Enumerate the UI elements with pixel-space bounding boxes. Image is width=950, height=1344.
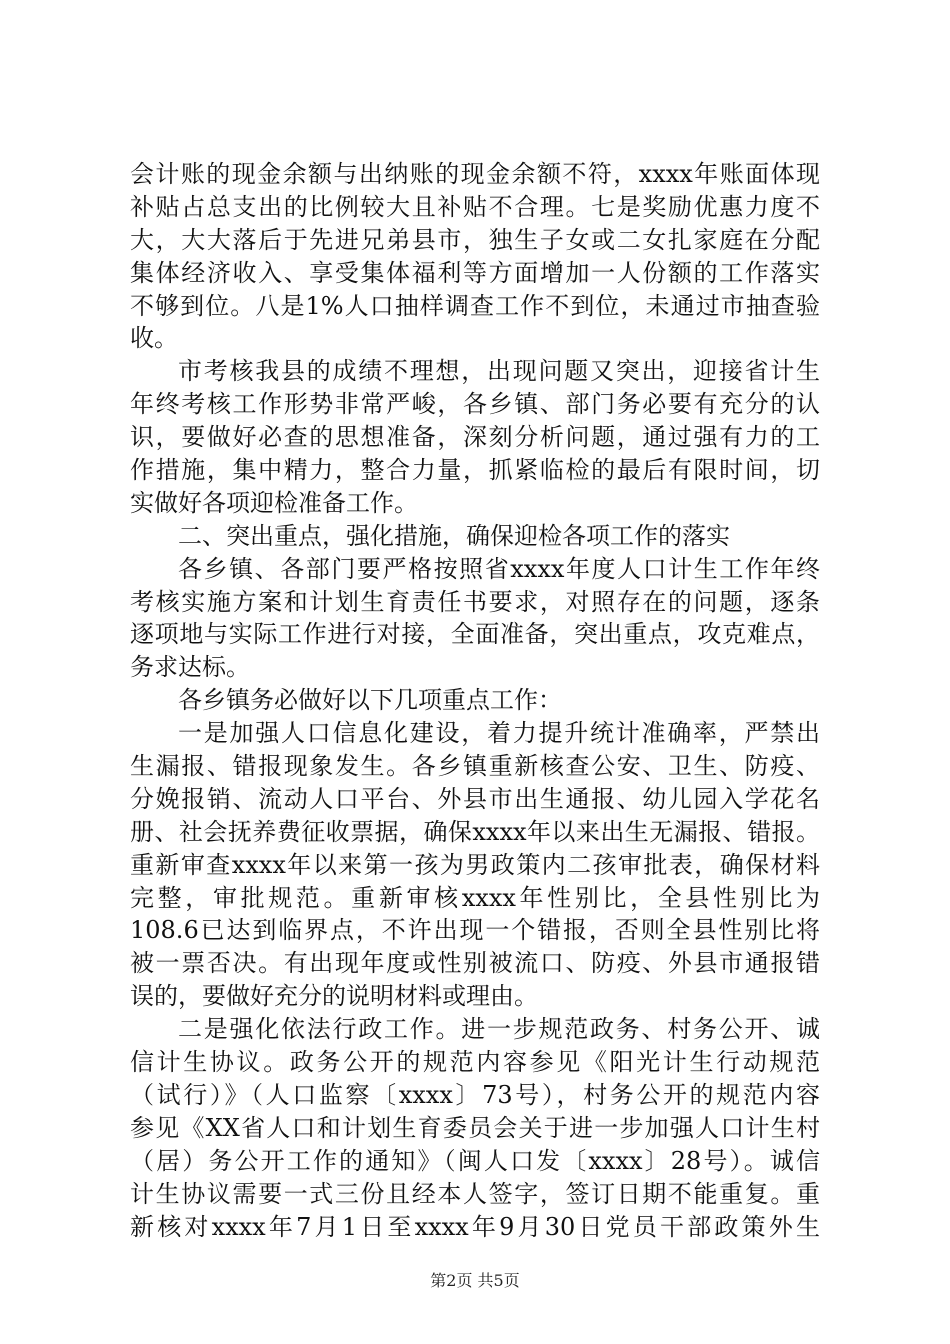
text-line: 108.6已达到临界点，不许出现一个错报，否则全县性别比将 <box>130 916 820 945</box>
paragraph-start: 市考核我县的成绩不理想，出现问题又突出，迎接省计生 <box>178 357 820 386</box>
text-line: 册、社会抚养费征收票据，确保xxxx年以来出生无漏报、错报。 <box>130 817 820 846</box>
text-line: 新核对xxxx年7月1日至xxxx年9月30日党员干部政策外生 <box>130 1212 820 1241</box>
document-body <box>130 158 820 1243</box>
text-line: （居）务公开工作的通知》（闽人口发〔xxxx〕28号）。诚信 <box>130 1146 820 1175</box>
text-line: 作措施，集中精力，整合力量，抓紧临检的最后有限时间，切 <box>130 456 820 485</box>
text-line: 会计账的现金余额与出纳账的现金余额不符，xxxx年账面体现 <box>130 160 820 188</box>
text-line: 务求达标。 <box>130 653 250 682</box>
page-number-footer: 第2页 共5页 <box>430 1271 520 1290</box>
text-line: 补贴占总支出的比例较大且补贴不合理。七是奖励优惠力度不 <box>130 192 820 221</box>
text-line: 信计生协议。政务公开的规范内容参见《阳光计生行动规范 <box>130 1048 820 1077</box>
text-line: 重新审查xxxx年以来第一孩为男政策内二孩审批表，确保材料 <box>130 850 820 879</box>
text-line: 集体经济收入、享受集体福利等方面增加一人份额的工作落实 <box>130 258 820 287</box>
text-line: 收。 <box>130 324 178 353</box>
paragraph-start: 各乡镇务必做好以下几项重点工作： <box>178 686 562 715</box>
text-line: 参见《XX省人口和计划生育委员会关于进一步加强人口计生村 <box>130 1113 820 1142</box>
text-line: 考核实施方案和计划生育责任书要求，对照存在的问题，逐条 <box>130 587 820 616</box>
text-line: 实做好各项迎检准备工作。 <box>130 488 418 517</box>
text-line: 年终考核工作形势非常严峻，各乡镇、部门务必要有充分的认 <box>130 390 820 419</box>
paragraph-start: 各乡镇、各部门要严格按照省xxxx年度人口计生工作年终 <box>178 554 820 583</box>
text-line: 完整，审批规范。重新审核xxxx年性别比，全县性别比为 <box>130 883 820 912</box>
paragraph-start: 二是强化依法行政工作。进一步规范政务、村务公开、诚 <box>178 1015 820 1044</box>
text-line: 生漏报、错报现象发生。各乡镇重新核查公安、卫生、防疫、 <box>130 752 820 781</box>
text-line: 被一票否决。有出现年度或性别被流口、防疫、外县市通报错 <box>130 949 820 978</box>
section-heading: 二、突出重点，强化措施，确保迎检各项工作的落实 <box>178 521 730 550</box>
text-line: （试行）》（人口监察〔xxxx〕73号），村务公开的规范内容 <box>130 1080 820 1109</box>
text-line: 分娩报销、流动人口平台、外县市出生通报、幼儿园入学花名 <box>130 784 820 813</box>
text-line: 计生协议需要一式三份且经本人签字，签订日期不能重复。重 <box>130 1179 820 1208</box>
text-line: 不够到位。八是1%人口抽样调查工作不到位，未通过市抽查验 <box>130 291 820 320</box>
text-line: 识，要做好必查的思想准备，深刻分析问题，通过强有力的工 <box>130 423 820 452</box>
text-line: 大，大大落后于先进兄弟县市，独生子女或二女扎家庭在分配 <box>130 225 820 254</box>
paragraph-start: 一是加强人口信息化建设，着力提升统计准确率，严禁出 <box>178 719 820 748</box>
text-line: 误的，要做好充分的说明材料或理由。 <box>130 982 538 1011</box>
text-line: 逐项地与实际工作进行对接，全面准备，突出重点，攻克难点， <box>130 620 820 649</box>
